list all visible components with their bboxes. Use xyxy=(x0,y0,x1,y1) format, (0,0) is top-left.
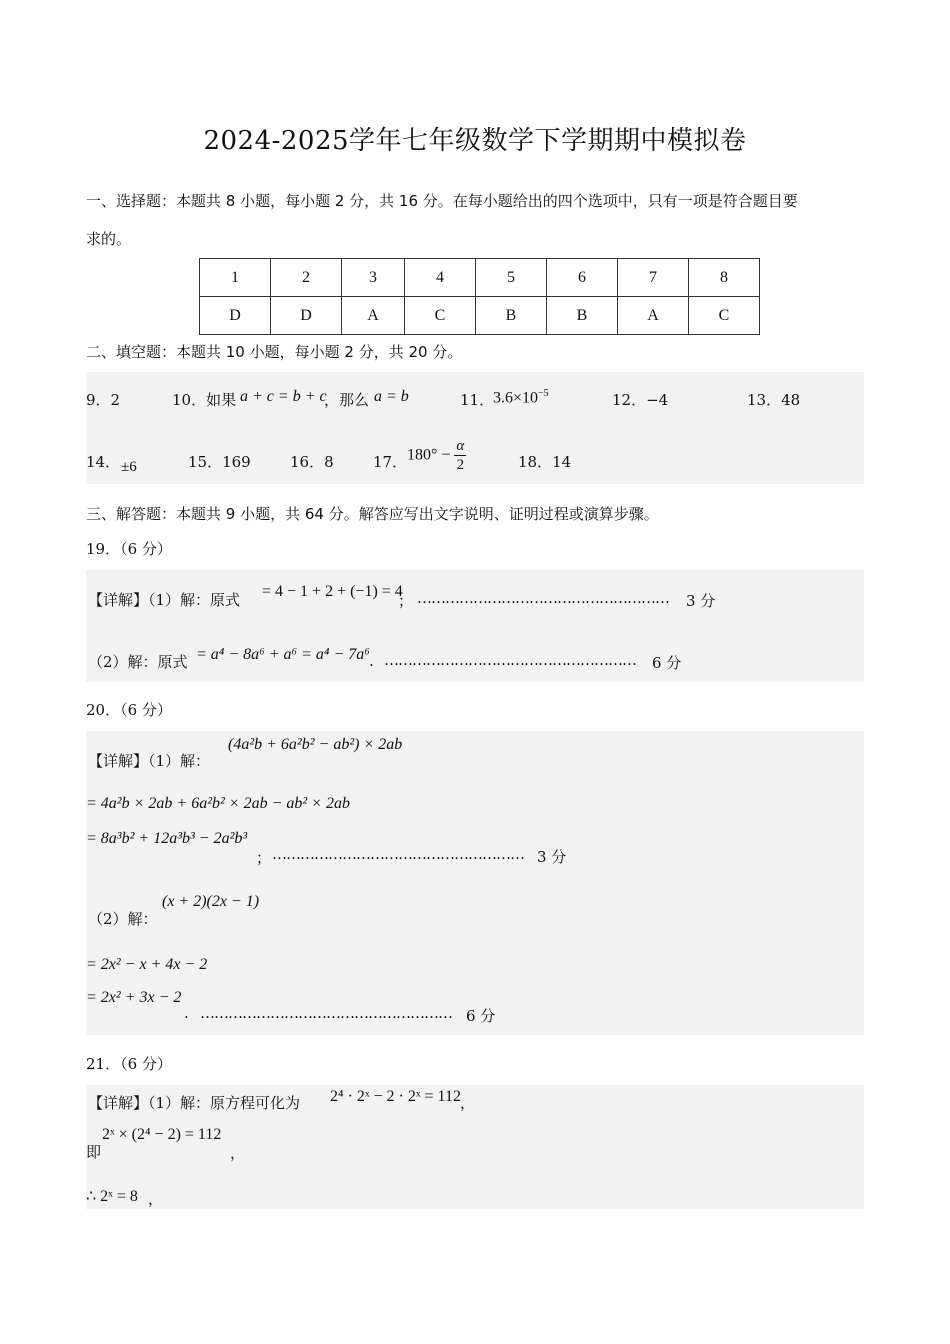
answer-q14: ±6 xyxy=(121,459,137,475)
section2-heading: 二、填空题：本题共 10 小题，每小题 2 分，共 20 分。 xyxy=(86,343,463,361)
score-dots: ……………………………………………… xyxy=(200,1004,452,1022)
q19-part2-end: . xyxy=(369,652,374,670)
answer-cell: A xyxy=(618,297,689,335)
answer-cell: B xyxy=(547,297,618,335)
answer-cell: D xyxy=(200,297,271,335)
fraction-numerator: α xyxy=(456,438,465,454)
fraction-denominator: 2 xyxy=(456,457,465,473)
q19-part1-label: 【详解】（1）解：原式 xyxy=(88,591,241,609)
q20-part1-label: 【详解】（1）解： xyxy=(88,752,211,770)
q21-line2-expr: 2ˣ × (2⁴ − 2) = 112 xyxy=(102,1126,222,1143)
q20-solution-panel xyxy=(86,731,864,1035)
question-number: 2 xyxy=(271,259,342,297)
answer-q9: 9．2 xyxy=(86,391,121,409)
answer-q10-mid: ，那么 xyxy=(324,391,370,409)
answer-q15: 15．169 xyxy=(188,453,251,471)
q20-part2-step1: = 2x² − x + 4x − 2 xyxy=(86,956,208,973)
q20-part1-score: 3 分 xyxy=(537,848,567,866)
answer-q11-exponent: −5 xyxy=(538,388,549,399)
q21-line2-end: ， xyxy=(230,1144,246,1162)
q21-solution-panel xyxy=(86,1085,864,1209)
answer-q12: 12．−4 xyxy=(612,391,669,409)
answer-q17-label: 17． xyxy=(373,453,408,471)
q20-part1-step1: = 4a²b × 2ab + 6a²b² × 2ab − ab² × 2ab xyxy=(86,795,350,812)
q19-part2-label: （2）解：原式 xyxy=(88,653,188,671)
q20-part2-step2: = 2x² + 3x − 2 xyxy=(86,989,182,1006)
q19-part2-score: 6 分 xyxy=(652,654,682,672)
answer-q16: 16．8 xyxy=(290,453,334,471)
answer-q10-expr1: a + c = b + c xyxy=(240,388,327,405)
q20-part2-label: （2）解： xyxy=(88,910,158,928)
q19-solution-panel xyxy=(86,570,864,682)
answer-cell: B xyxy=(476,297,547,335)
answer-table xyxy=(199,258,760,335)
question-number: 5 xyxy=(476,259,547,297)
answer-q11-label: 11． xyxy=(460,391,495,409)
q21-label: 21．（6 分） xyxy=(86,1055,172,1073)
section1-heading: 一、选择题：本题共 8 小题，每小题 2 分，共 16 分。在每小题给出的四个选项中，只有一项是符合题目要 xyxy=(86,192,798,210)
fill-in-answers-panel xyxy=(86,372,864,484)
answer-q17 xyxy=(407,437,466,474)
q21-part1-expr: 2⁴ · 2ˣ − 2 · 2ˣ = 112 xyxy=(330,1088,461,1105)
q19-part1-expr: = 4 − 1 + 2 + (−1) = 4 xyxy=(262,583,403,600)
answer-q11 xyxy=(493,388,549,407)
q21-part1-label: 【详解】（1）解：原方程可化为 xyxy=(88,1094,301,1112)
answer-q17-fraction xyxy=(454,437,466,474)
question-number: 7 xyxy=(618,259,689,297)
answer-table-header-row xyxy=(200,259,760,297)
answer-table-answer-row xyxy=(200,297,760,335)
answer-cell: C xyxy=(689,297,760,335)
section1-heading-cont: 求的。 xyxy=(86,230,132,248)
answer-q11-base: 3.6×10 xyxy=(493,389,539,407)
q19-part2-expr: = a⁴ − 8a⁶ + a⁶ = a⁴ − 7a⁶ xyxy=(196,646,370,663)
page-title: 2024-2025学年七年级数学下学期期中模拟卷 xyxy=(203,126,747,156)
answer-q14-label: 14． xyxy=(86,453,121,471)
q19-part1-end: ； xyxy=(398,592,414,610)
q20-part2-end: . xyxy=(184,1004,189,1022)
question-number: 4 xyxy=(405,259,476,297)
q19-part1-score: 3 分 xyxy=(686,592,716,610)
q21-line3-end: ， xyxy=(148,1190,164,1208)
score-dots: ……………………………………………… xyxy=(417,589,669,607)
q21-line3-expr: ∴ 2ˣ = 8 xyxy=(86,1188,138,1205)
q21-part1-end: ， xyxy=(460,1094,476,1112)
score-dots: ……………………………………………… xyxy=(384,651,636,669)
q21-line2-prefix: 即 xyxy=(86,1143,102,1161)
question-number: 1 xyxy=(200,259,271,297)
answer-q10-expr2: a = b xyxy=(374,388,409,405)
answer-q10-label: 10．如果 xyxy=(172,391,237,409)
q20-part1-step2: = 8a³b² + 12a³b³ − 2a²b³ xyxy=(86,830,248,847)
answer-q13: 13．48 xyxy=(747,391,801,409)
q20-part2-expr: (x + 2)(2x − 1) xyxy=(162,893,260,910)
answer-cell: A xyxy=(342,297,405,335)
answer-cell: C xyxy=(405,297,476,335)
question-number: 6 xyxy=(547,259,618,297)
answer-q18: 18．14 xyxy=(518,453,572,471)
answer-q17-prefix: 180° − xyxy=(407,446,451,464)
question-number: 8 xyxy=(689,259,760,297)
question-number: 3 xyxy=(342,259,405,297)
q20-label: 20．（6 分） xyxy=(86,701,172,719)
section3-heading: 三、解答题：本题共 9 小题，共 64 分。解答应写出文字说明、证明过程或演算步骤。 xyxy=(86,505,659,523)
q20-part2-score: 6 分 xyxy=(466,1007,496,1025)
score-dots: ……………………………………………… xyxy=(272,845,524,863)
q19-label: 19．（6 分） xyxy=(86,540,172,558)
answer-cell: D xyxy=(271,297,342,335)
q20-part1-expr: (4a²b + 6a²b² − ab²) × 2ab xyxy=(228,736,403,753)
q20-part1-end: ； xyxy=(256,849,272,867)
